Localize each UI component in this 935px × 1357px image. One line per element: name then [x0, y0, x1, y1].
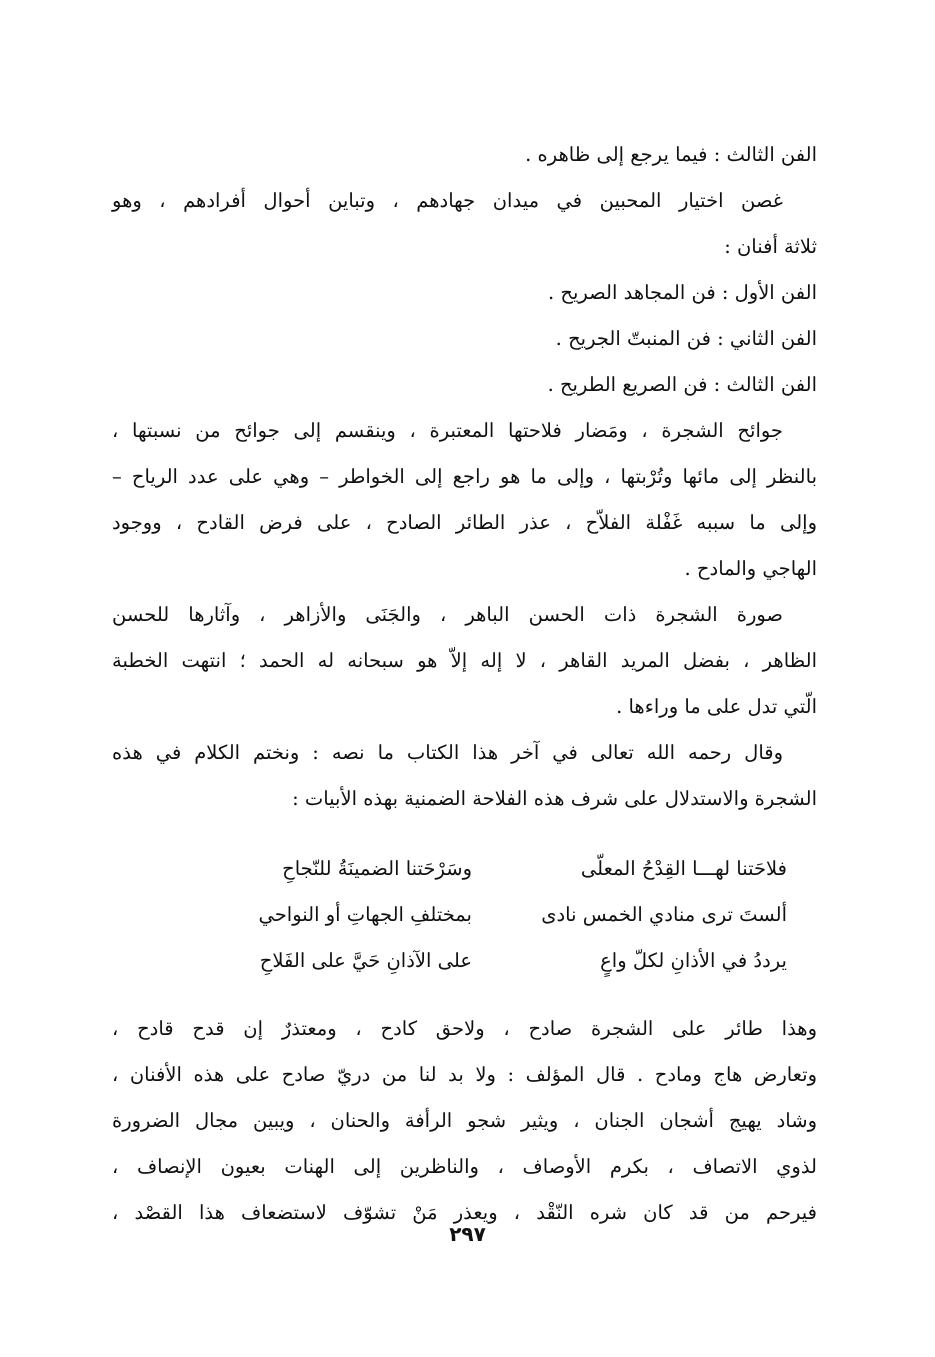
page-number: ٢٩٧ [449, 1222, 486, 1246]
text-line: وقال رحمه الله تعالى في آخر هذا الكتاب ما نصه : ونختم الكلام في هذه [112, 741, 783, 764]
verse-first-hemistich: يرددُ في الأذانِ لكلّ واعٍ [600, 949, 787, 972]
page-body [112, 132, 817, 1236]
verse-second-hemistich: بمختلفِ الجهاتِ أو النواحي [258, 903, 472, 926]
text-line: الظاهر ، بفضل المريد القاهر ، لا إله إلاّ هو سبحانه له الحمد ؛ انتهت الخطبة [112, 649, 817, 672]
text-line: جوائح الشجرة ، ومَضار فلاحتها المعتبرة ، وينقسم إلى جوائح من نسبتها ، [112, 419, 783, 442]
verse-second-hemistich: على الآذانِ حَيَّ على الفَلاحِ [259, 949, 472, 972]
text-line: الفن الثالث : فن الصريع الطريح . [547, 373, 817, 396]
text-line: الفن الثاني : فن المنبتّ الجريح . [555, 327, 817, 350]
text-line: الّتي تدل على ما وراءها . [616, 695, 817, 718]
text-line: صورة الشجرة ذات الحسن الباهر ، والجَنَى والأزاهر ، وآثارها للحسن [112, 603, 783, 626]
text-line: ثلاثة أفنان : [724, 235, 817, 258]
text-line: الهاجي والمادح . [684, 557, 817, 580]
text-line: لذوي الاتصاف ، بكرم الأوصاف ، والناظرين إلى الهنات بعيون الإنصاف ، [112, 1155, 817, 1178]
text-line: الفن الثالث : فيما يرجع إلى ظاهره . [525, 143, 817, 166]
verse-first-hemistich: ألستَ ترى منادي الخمس نادى [541, 903, 787, 926]
poem-verses [112, 846, 817, 984]
text-line: غصن اختيار المحبين في ميدان جهادهم ، وتباين أحوال أفرادهم ، وهو [112, 189, 783, 212]
text-line: وتعارض هاج ومادح . قال المؤلف : ولا بد لنا من دريّ صادح على هذه الأفنان ، [112, 1063, 817, 1086]
text-line: بالنظر إلى مائها وتُرْبتها ، وإلى ما هو راجع إلى الخواطر – وهي على عدد الرياح – [112, 465, 817, 488]
poem-verse [112, 846, 817, 892]
text-line: الشجرة والاستدلال على شرف هذه الفلاحة الضمنية بهذه الأبيات : [292, 787, 817, 810]
text-line: فيرحم من قد كان شره النّقْد ، ويعذر مَنْ تشوّف لاستضعاف هذا القصْد ، [112, 1201, 817, 1224]
poem-verse [112, 938, 817, 984]
verse-first-hemistich: فلاحَتنا لهـــا القِدْحُ المعلّى [580, 857, 787, 880]
text-line: الفن الأول : فن المجاهد الصريح . [547, 281, 817, 304]
verse-second-hemistich: وسَرْحَتنا الضمينَةُ للنّجاحِ [282, 857, 472, 880]
text-line: وهذا طائر على الشجرة صادح ، ولاحق كادح ، ومعتذرٌ إن قدح قادح ، [112, 1017, 817, 1040]
text-line: وإلى ما سببه غَفْلة الفلاّح ، عذر الطائر الصادح ، على فرض القادح ، ووجود [112, 511, 817, 534]
text-line: وشاد يهيج أشجان الجنان ، ويثير شجو الرأفة والحنان ، ويبين مجال الضرورة [112, 1109, 817, 1132]
poem-verse [112, 892, 817, 938]
